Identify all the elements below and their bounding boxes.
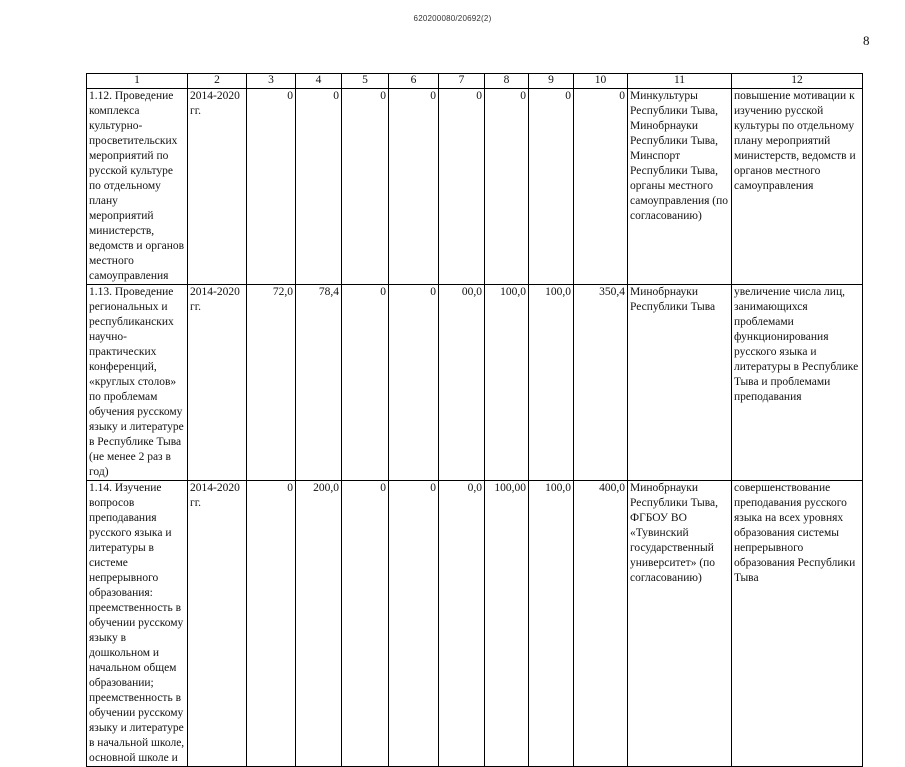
value-cell: 350,4 bbox=[574, 285, 628, 481]
value-cell: 0 bbox=[247, 89, 296, 285]
column-header: 4 bbox=[296, 74, 342, 89]
table-row bbox=[87, 89, 863, 285]
value-cell: 100,0 bbox=[485, 285, 529, 481]
column-header: 6 bbox=[389, 74, 439, 89]
table-row bbox=[87, 481, 863, 767]
activity-name-cell: 1.12. Проведение комплекса культурно-просветительских мероприятий по русской культуре по отдельному плану мероприятий министерств, ведомств и органов местного самоуправления bbox=[87, 89, 188, 285]
result-cell: увеличение числа лиц, занимающихся проблемами функционирования русского языка и литературы в Республике Тыва и проблемами преподавания bbox=[732, 285, 863, 481]
period-cell: 2014-2020 гг. bbox=[188, 481, 247, 767]
value-cell: 100,0 bbox=[529, 481, 574, 767]
value-cell: 0 bbox=[342, 89, 389, 285]
value-cell: 0 bbox=[389, 285, 439, 481]
activity-name-cell: 1.13. Проведение региональных и республиканских научно-практических конференций, «круглых столов» по проблемам обучения русскому языку и литературе в Республике Тыва (не менее 2 раз в год) bbox=[87, 285, 188, 481]
executor-cell: Минкультуры Республики Тыва, Минобрнауки Республики Тыва, Минспорт Республики Тыва, органы местного самоуправления (по согласованию) bbox=[628, 89, 732, 285]
value-cell: 0 bbox=[342, 285, 389, 481]
header-row bbox=[87, 74, 863, 89]
document-code: 620200080/20692(2) bbox=[413, 14, 492, 23]
executor-cell: Минобрнауки Республики Тыва bbox=[628, 285, 732, 481]
column-header: 10 bbox=[574, 74, 628, 89]
result-cell: совершенствование преподавания русского языка на всех уровнях образования системы непрерывного образования Республики Тыва bbox=[732, 481, 863, 767]
column-header: 1 bbox=[87, 74, 188, 89]
value-cell: 78,4 bbox=[296, 285, 342, 481]
result-cell: повышение мотивации к изучению русской культуры по отдельному плану мероприятий министерств, ведомств и органов местного самоуправления bbox=[732, 89, 863, 285]
column-header: 9 bbox=[529, 74, 574, 89]
period-cell: 2014-2020 гг. bbox=[188, 285, 247, 481]
column-header: 3 bbox=[247, 74, 296, 89]
value-cell: 0 bbox=[389, 481, 439, 767]
value-cell: 100,00 bbox=[485, 481, 529, 767]
column-header: 12 bbox=[732, 74, 863, 89]
value-cell: 0 bbox=[485, 89, 529, 285]
value-cell: 0 bbox=[296, 89, 342, 285]
value-cell: 00,0 bbox=[439, 285, 485, 481]
activity-name-cell: 1.14. Изучение вопросов преподавания русского языка и литературы в системе непрерывного образования: преемственность в обучении русскому языку в дошкольном и начальном общем образовании; преемственность в обучении русскому языку и литературе в начальной школе, основной школе и bbox=[87, 481, 188, 767]
value-cell: 72,0 bbox=[247, 285, 296, 481]
value-cell: 0,0 bbox=[439, 481, 485, 767]
column-header: 2 bbox=[188, 74, 247, 89]
program-table bbox=[86, 73, 863, 767]
value-cell: 200,0 bbox=[296, 481, 342, 767]
column-header: 8 bbox=[485, 74, 529, 89]
value-cell: 0 bbox=[247, 481, 296, 767]
value-cell: 400,0 bbox=[574, 481, 628, 767]
page-number: 8 bbox=[863, 33, 870, 48]
period-cell: 2014-2020 гг. bbox=[188, 89, 247, 285]
value-cell: 0 bbox=[342, 481, 389, 767]
value-cell: 100,0 bbox=[529, 285, 574, 481]
value-cell: 0 bbox=[389, 89, 439, 285]
executor-cell: Минобрнауки Республики Тыва, ФГБОУ ВО «Тувинский государственный университет» (по согласованию) bbox=[628, 481, 732, 767]
column-header: 5 bbox=[342, 74, 389, 89]
column-header: 7 bbox=[439, 74, 485, 89]
column-header: 11 bbox=[628, 74, 732, 89]
value-cell: 0 bbox=[529, 89, 574, 285]
value-cell: 0 bbox=[439, 89, 485, 285]
value-cell: 0 bbox=[574, 89, 628, 285]
table-row bbox=[87, 285, 863, 481]
